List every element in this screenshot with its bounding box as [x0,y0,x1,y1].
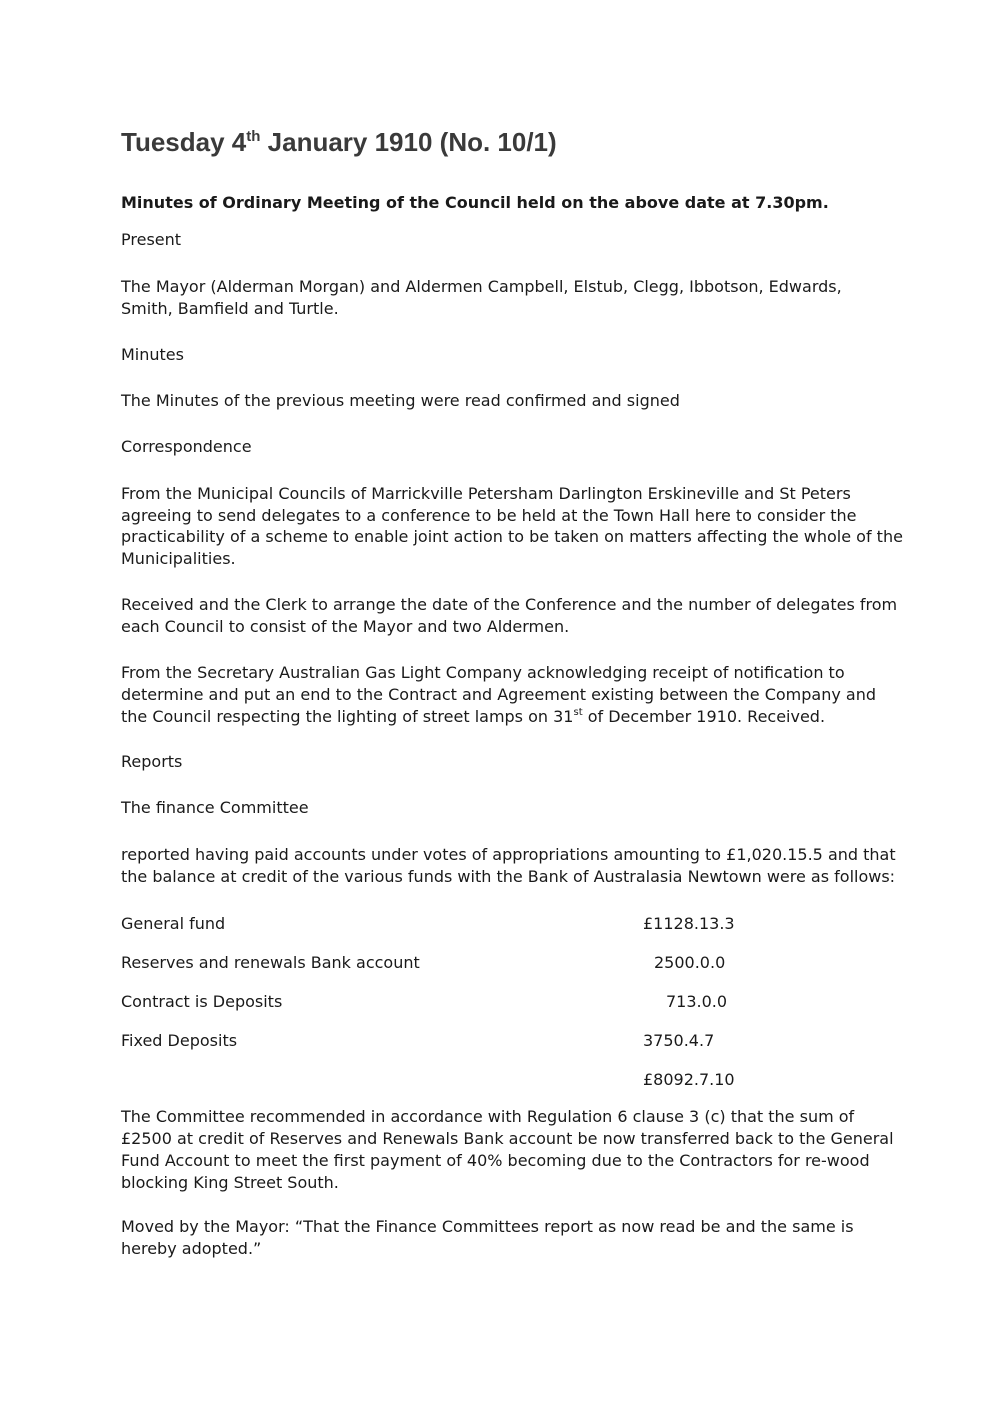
recommendation-line: Fund Account to meet the first payment of 40% becoming due to the Contractors for re-wood [121,1151,870,1170]
correspondence-line: From the Secretary Australian Gas Light Company acknowledging receipt of notification to [121,663,845,682]
correspondence-line: determine and put an end to the Contract and Agreement existing between the Company and [121,685,876,704]
fund-row [121,991,761,1013]
fund-label: Contract is Deposits [121,992,283,1011]
fund-amount: 2500.0.0 [654,953,726,972]
fund-label: Fixed Deposits [121,1031,238,1050]
correspondence-line: From the Municipal Councils of Marrickville Petersham Darlington Erskineville and St Peters [121,484,851,503]
correspondence-line: the Council respecting the lighting of street lamps on 31st of December 1910. Received. [121,707,826,726]
recommendation-line: The Committee recommended in accordance with Regulation 6 clause 3 (c) that the sum of [121,1107,855,1126]
fund-amount: 713.0.0 [666,992,728,1011]
correspondence-line: each Council to consist of the Mayor and two Aldermen. [121,617,570,636]
motion-line: Moved by the Mayor: “That the Finance Committees report as now read be and the same is [121,1217,854,1236]
meeting-heading: Minutes of Ordinary Meeting of the Council held on the above date at 7.30pm. [121,193,829,212]
fund-row [121,913,761,935]
fund-amount: 3750.4.7 [643,1031,715,1050]
funds-total-row [121,1069,761,1091]
correspondence-line: practicability of a scheme to enable joint action to be taken on matters affecting the whole of the [121,527,903,546]
correspondence-line: Municipalities. [121,549,236,568]
correspondence-line: agreeing to send delegates to a conference to be held at the Town Hall here to consider the [121,506,857,525]
finance-line: the balance at credit of the various funds with the Bank of Australasia Newtown were as follows: [121,867,896,886]
fund-row [121,1030,761,1052]
fund-label: Reserves and renewals Bank account [121,953,420,972]
fund-row [121,952,761,974]
funds-total: £8092.7.10 [643,1070,735,1089]
motion-line: hereby adopted.” [121,1239,262,1258]
page-title: Tuesday 4th January 1910 (No. 10/1) [121,127,557,157]
finance-committee-label: The finance Committee [121,798,309,817]
minutes-text: The Minutes of the previous meeting were read confirmed and signed [121,391,680,410]
minutes-label: Minutes [121,345,184,364]
present-line: Smith, Bamfield and Turtle. [121,299,339,318]
present-label: Present [121,230,182,249]
fund-label: General fund [121,914,226,933]
finance-line: reported having paid accounts under votes of appropriations amounting to £1,020.15.5 and that [121,845,896,864]
reports-label: Reports [121,752,183,771]
recommendation-line: £2500 at credit of Reserves and Renewals Bank account be now transferred back to the General [121,1129,894,1148]
present-line: The Mayor (Alderman Morgan) and Aldermen Campbell, Elstub, Clegg, Ibbotson, Edwards, [121,277,842,296]
correspondence-label: Correspondence [121,437,252,456]
fund-amount: £1128.13.3 [643,914,735,933]
recommendation-line: blocking King Street South. [121,1173,339,1192]
correspondence-line: Received and the Clerk to arrange the date of the Conference and the number of delegates from [121,595,898,614]
